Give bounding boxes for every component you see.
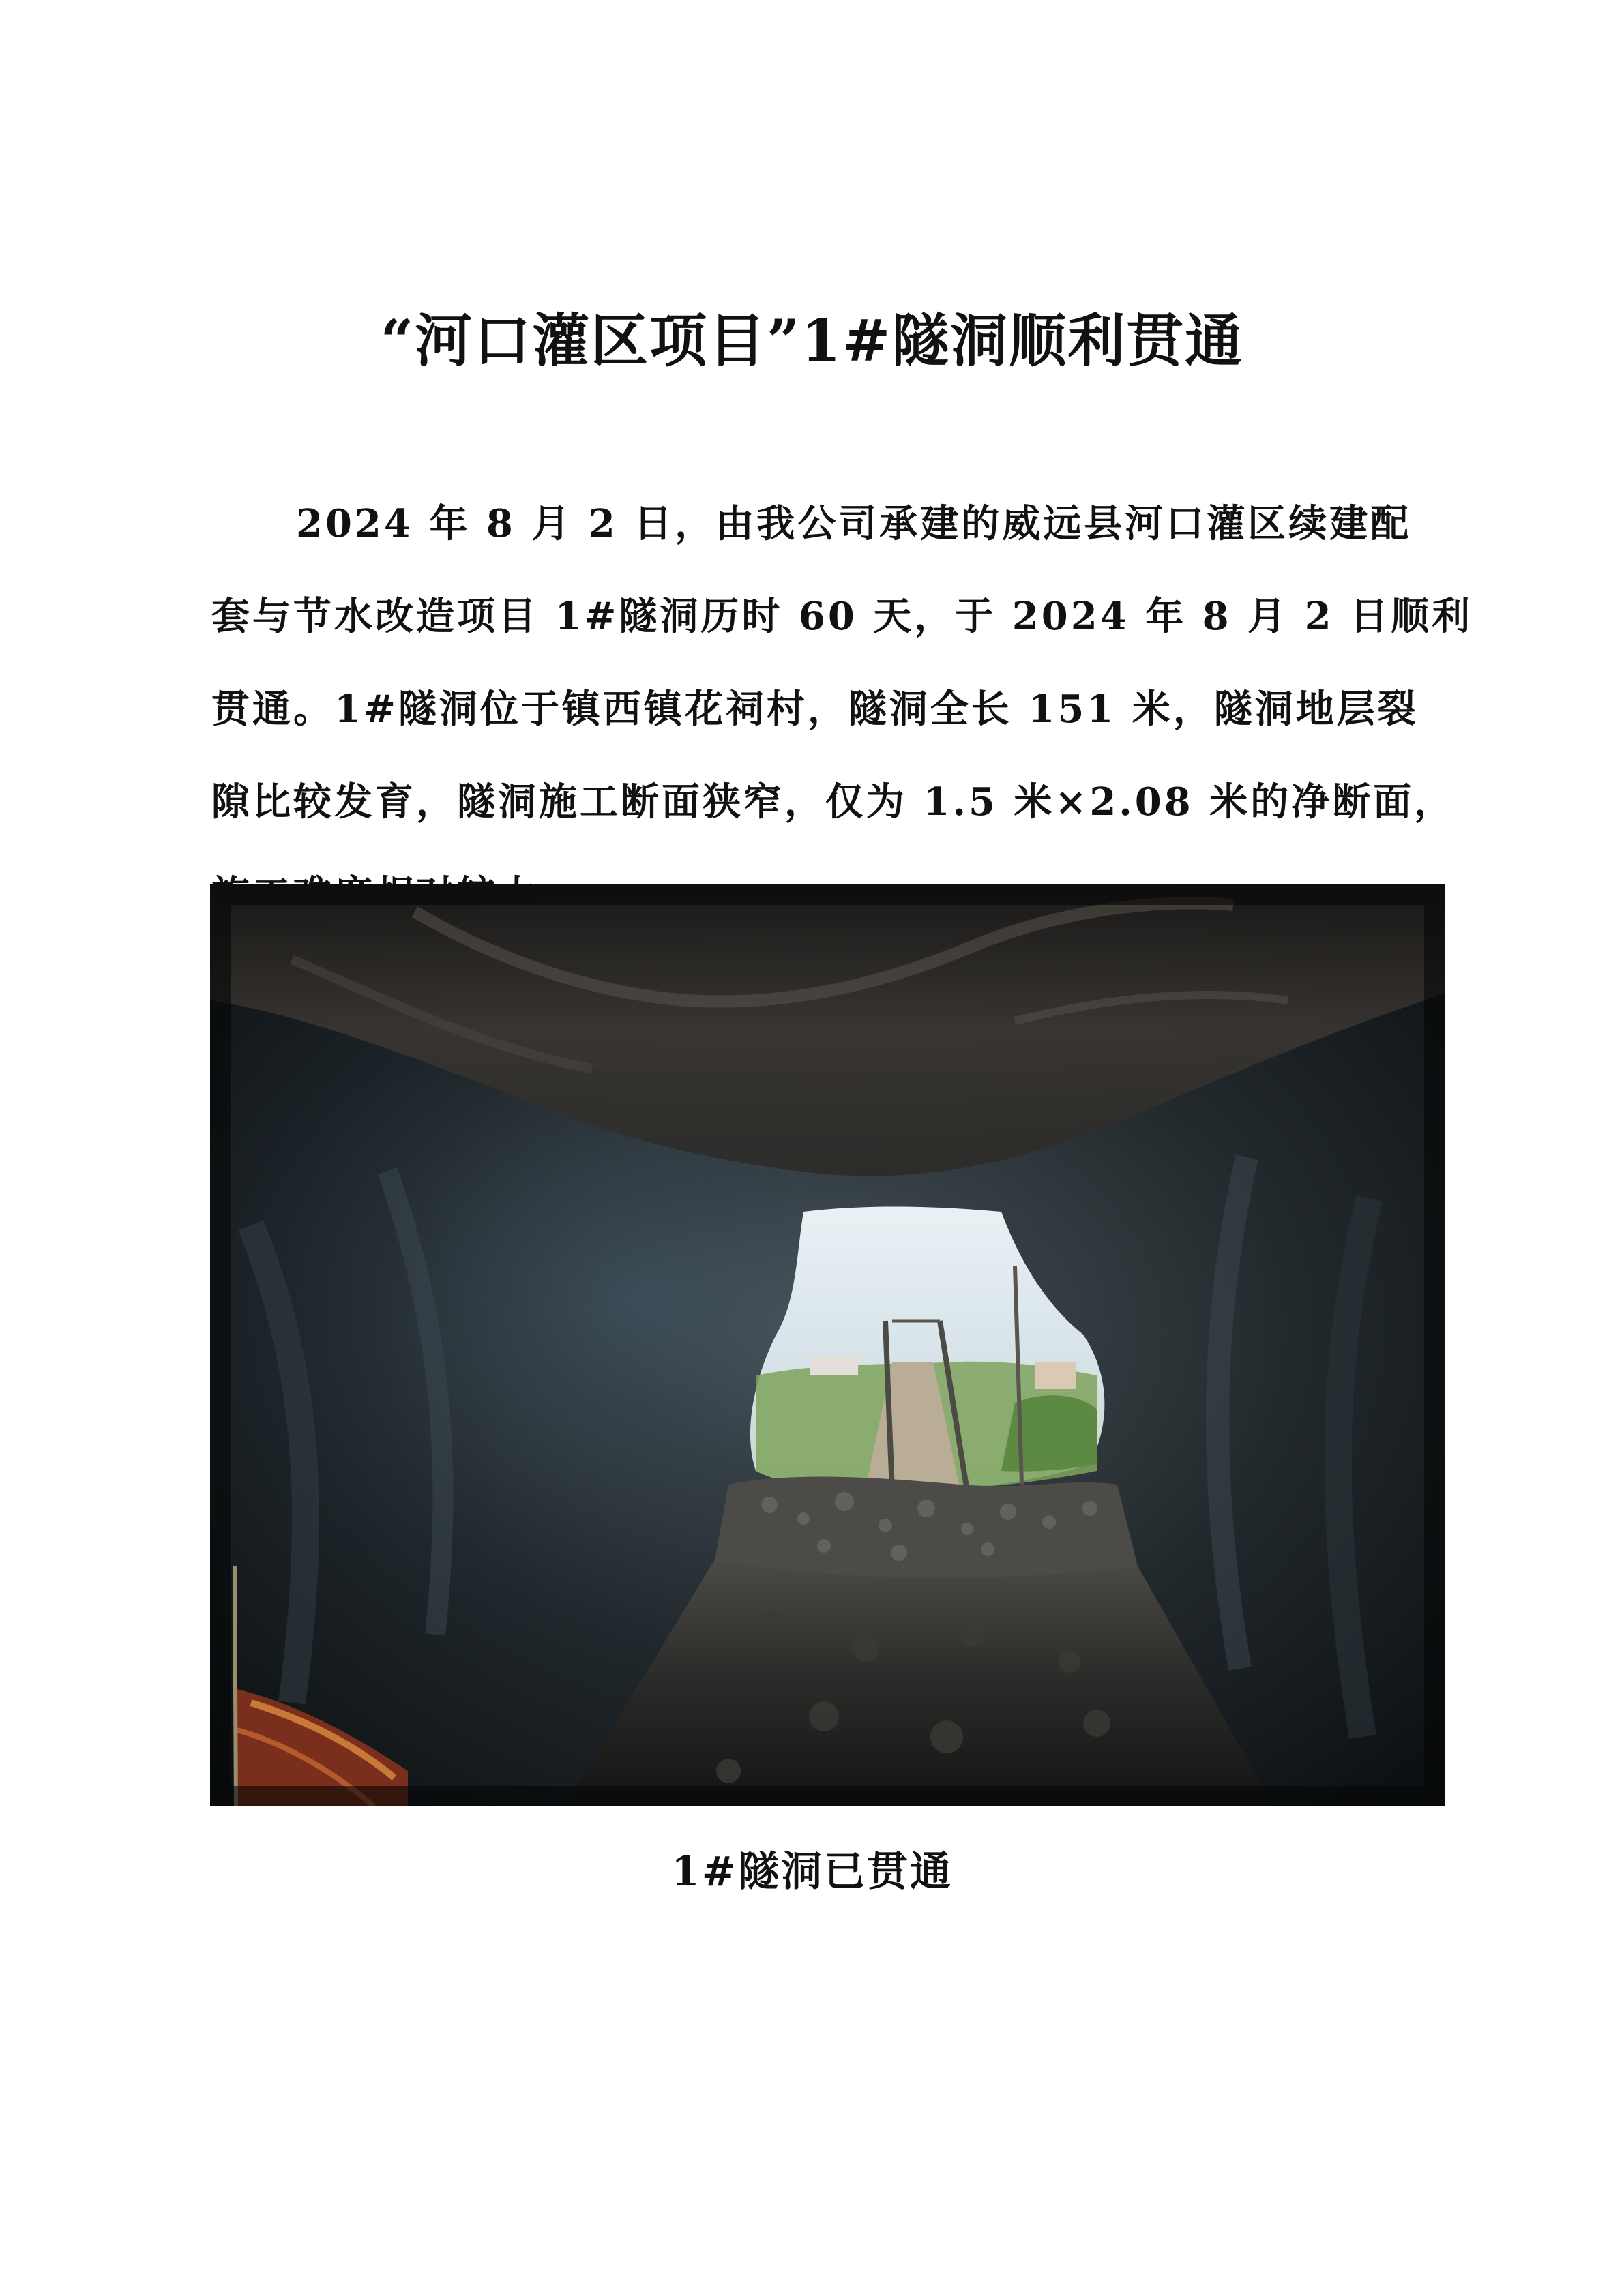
figure-caption: 1#隧洞已贯通: [670, 1848, 954, 1896]
body-paragraph: [211, 477, 1473, 941]
paragraph-line: 套与节水改造项目 1#隧洞历时 60 天，于 2024 年 8 月 2 日顺利: [211, 594, 1473, 639]
paragraph-line: 2024 年 8 月 2 日，由我公司承建的威远县河口灌区续建配: [296, 501, 1412, 546]
tunnel-photo: [210, 884, 1445, 1806]
paragraph-line: 隙比较发育，隧洞施工断面狭窄，仅为 1.5 米×2.08 米的净断面，: [211, 779, 1456, 824]
document-title: “河口灌区项目”1#隧洞顺利贯通: [380, 307, 1244, 374]
paragraph-line: 贯通。1#隧洞位于镇西镇花祠村，隧洞全长 151 米，隧洞地层裂: [211, 687, 1419, 732]
